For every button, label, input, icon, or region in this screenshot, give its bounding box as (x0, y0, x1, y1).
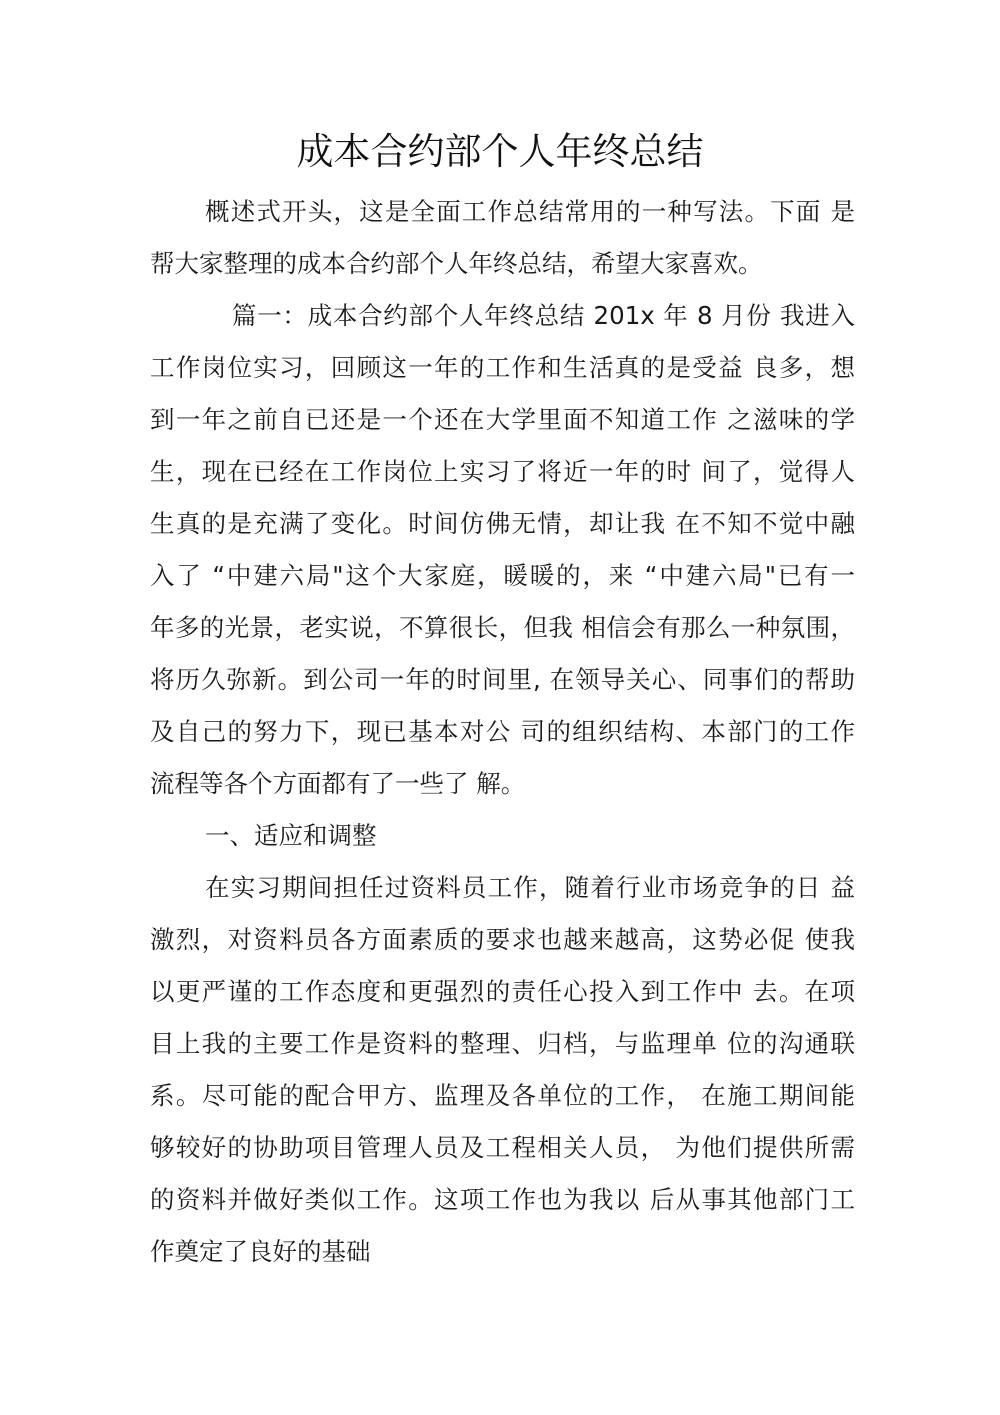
part1-line-4: 生，现在已经在工作岗位上实习了将近一年的时 间了，觉得人 (150, 457, 855, 486)
part1-line-1: 篇一：成本合约部个人年终总结 201x 年 8 月份 我进入 (232, 301, 855, 330)
section1-line-4: 目上我的主要工作是资料的整理、归档，与监理单 位的沟通联 (150, 1029, 855, 1058)
part1-line-2: 工作岗位实习，回顾这一年的工作和生活真的是受益 良多，想 (150, 353, 855, 382)
part1-line-6: 入了 “中建六局"这个大家庭，暖暖的，来 “中建六局"已有一 (150, 561, 855, 590)
section1-line-5: 系。尽可能的配合甲方、监理及各单位的工作， 在施工期间能 (150, 1081, 855, 1110)
section1-line-1: 在实习期间担任过资料员工作，随着行业市场竞争的日 益 (205, 873, 855, 902)
part1-line-7: 年多的光景，老实说，不算很长，但我 相信会有那么一种氛围， (150, 613, 855, 642)
section1-line-3: 以更严谨的工作态度和更强烈的责任心投入到工作中 去。在项 (150, 977, 855, 1006)
part1-line-10: 流程等各个方面都有了一些了 解。 (150, 769, 526, 798)
section1-line-2: 激烈，对资料员各方面素质的要求也越来越高，这势必促 使我 (150, 925, 855, 954)
section1-line-8: 作奠定了良好的基础 (150, 1237, 371, 1266)
document-title: 成本合约部个人年终总结 (296, 130, 704, 173)
intro-line-2: 帮大家整理的成本合约部个人年终总结，希望大家喜欢。 (150, 249, 763, 278)
section1-line-7: 的资料并做好类似工作。这项工作也为我以 后从事其他部门工 (150, 1185, 855, 1214)
section1-heading: 一、适应和调整 (205, 821, 377, 850)
section1-line-6: 够较好的协助项目管理人员及工程相关人员， 为他们提供所需 (150, 1133, 855, 1162)
part1-line-5: 生真的是充满了变化。时间仿佛无情，却让我 在不知不觉中融 (150, 509, 855, 538)
part1-line-9: 及自己的努力下，现已基本对公 司的组织结构、本部门的工作 (150, 717, 855, 746)
part1-line-8: 将历久弥新。到公司一年的时间里, 在领导关心、同事们的帮助 (150, 665, 855, 694)
intro-line-1: 概述式开头，这是全面工作总结常用的一种写法。下面 是 (205, 197, 855, 226)
part1-line-3: 到一年之前自已还是一个还在大学里面不知道工作 之滋味的学 (150, 405, 855, 434)
